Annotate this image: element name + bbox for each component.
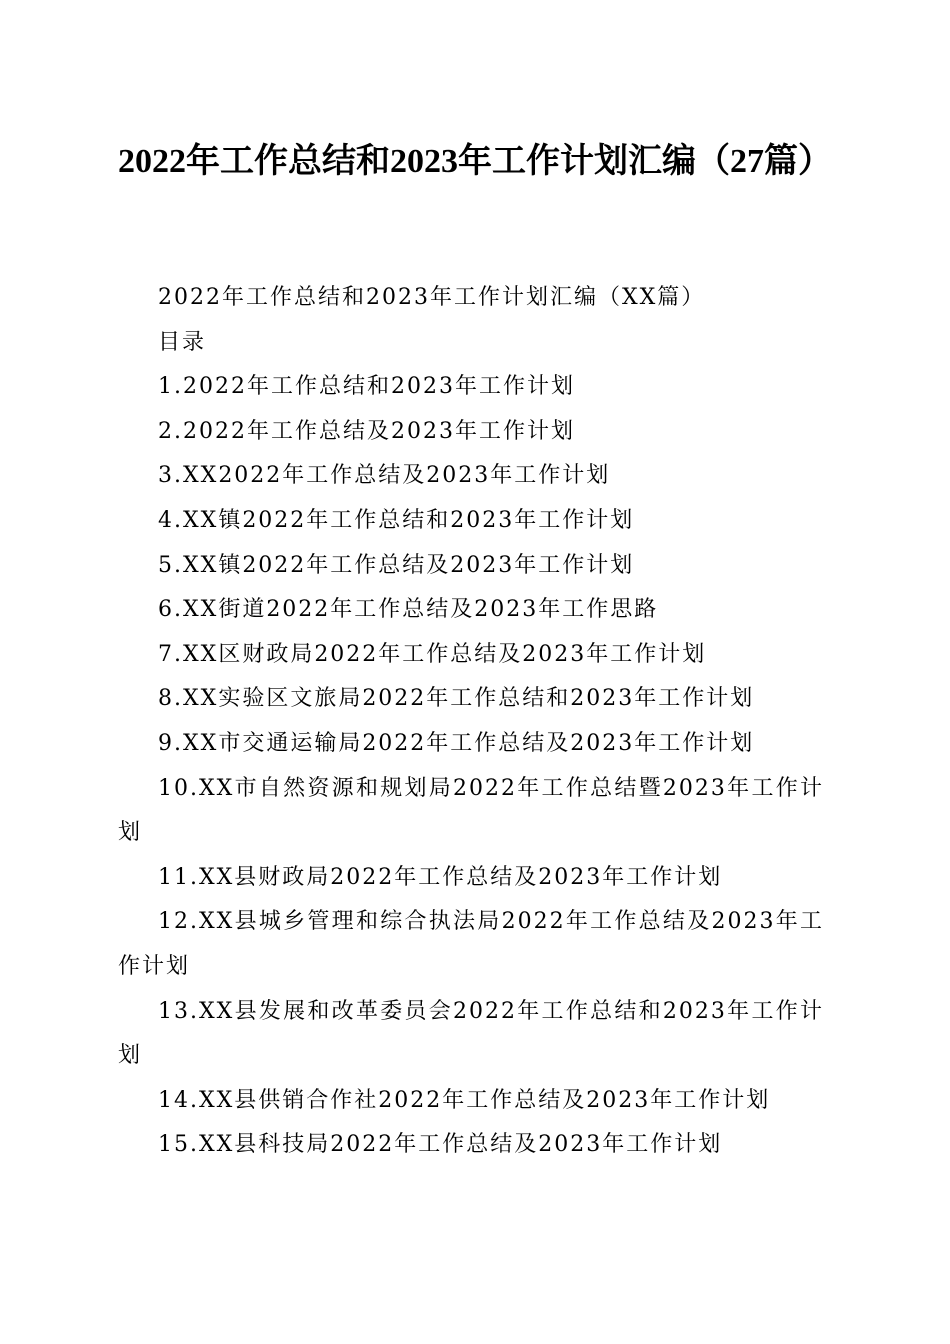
toc-item: 10.XX市自然资源和规划局2022年工作总结暨2023年工作计划 xyxy=(118,775,824,846)
document-subtitle: 2022年工作总结和2023年工作计划汇编（XX篇） xyxy=(158,285,706,310)
toc-item: 12.XX县城乡管理和综合执法局2022年工作总结及2023年工作计划 xyxy=(118,909,824,979)
toc-item: 15.XX县科技局2022年工作总结及2023年工作计划 xyxy=(158,1132,723,1158)
toc-item: 7.XX区财政局2022年工作总结及2023年工作计划 xyxy=(158,641,707,667)
toc-item: 9.XX市交通运输局2022年工作总结及2023年工作计划 xyxy=(158,730,755,756)
toc-item: 11.XX县财政局2022年工作总结及2023年工作计划 xyxy=(158,864,723,890)
document-body xyxy=(118,276,824,1168)
toc-item: 5.XX镇2022年工作总结及2023年工作计划 xyxy=(158,552,635,578)
toc-item: 2.2022年工作总结及2023年工作计划 xyxy=(158,418,575,444)
toc-heading: 目录 xyxy=(158,329,207,355)
toc-item: 14.XX县供销合作社2022年工作总结及2023年工作计划 xyxy=(158,1087,771,1113)
toc-item: 1.2022年工作总结和2023年工作计划 xyxy=(158,374,575,400)
toc-item: 8.XX实验区文旅局2022年工作总结和2023年工作计划 xyxy=(158,686,755,712)
toc-item: 13.XX县发展和改革委员会2022年工作总结和2023年工作计划 xyxy=(118,998,824,1069)
document-title: 2022年工作总结和2023年工作计划汇编（27篇） xyxy=(118,143,832,180)
toc-item: 3.XX2022年工作总结及2023年工作计划 xyxy=(158,463,611,489)
toc-item: 4.XX镇2022年工作总结和2023年工作计划 xyxy=(158,507,635,533)
toc-item: 6.XX街道2022年工作总结及2023年工作思路 xyxy=(158,597,659,623)
